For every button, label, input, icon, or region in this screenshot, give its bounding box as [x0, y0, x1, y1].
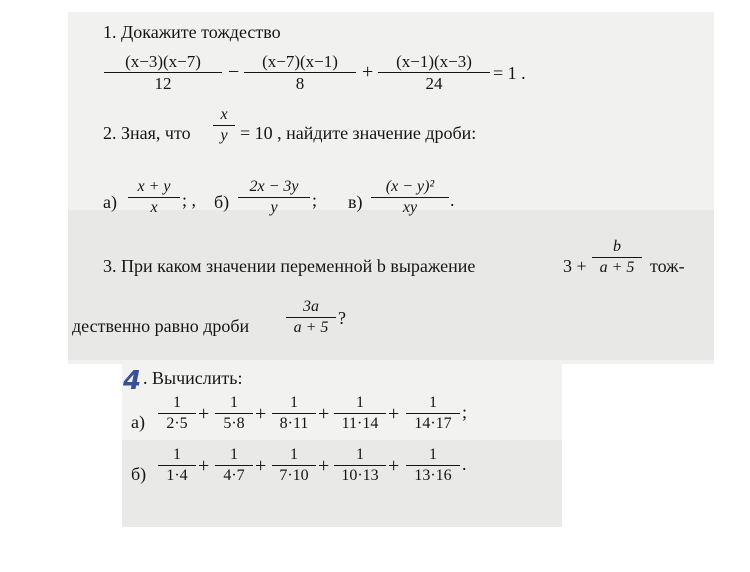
part-b-end: .	[462, 454, 467, 474]
problem-3-text-start: 3. При каком значении переменной b выражение	[103, 256, 476, 276]
fraction-1: (x−3)(x−7) 12	[104, 52, 222, 93]
scan-shadow	[68, 210, 714, 360]
option-b-sep: ;	[312, 190, 318, 210]
problem-4-title: . Вычислить:	[143, 368, 243, 388]
problem-2-text-start: 2. Зная, что	[103, 123, 191, 143]
option-c-fraction: (x − y)² xy	[371, 178, 449, 217]
problem-2-text-end: = 10 , найдите значение дроби:	[240, 123, 477, 143]
part-b-plus-2: +	[255, 455, 267, 477]
option-c-sep: .	[450, 190, 455, 210]
target-fraction: 3a a + 5	[286, 298, 336, 337]
part-b-plus-4: +	[388, 455, 400, 477]
part-a-label: а)	[131, 412, 145, 432]
problem-3-line-2: дественно равно дроби	[72, 316, 250, 336]
expr-prefix: 3 +	[563, 256, 587, 276]
option-b-label: б)	[214, 192, 230, 212]
part-a-plus-2: +	[255, 403, 267, 425]
part-a-plus-3: +	[318, 403, 330, 425]
given-fraction: x y	[213, 106, 235, 145]
part-b-label: б)	[131, 464, 147, 484]
problem-3-text-end: тож-	[650, 256, 685, 276]
part-b-plus-1: +	[198, 455, 210, 477]
fraction-2: (x−7)(x−1) 8	[244, 52, 356, 93]
part-a-term-1: 1 2·5	[158, 394, 196, 433]
expr-fraction: b a + 5	[592, 238, 642, 277]
part-a-term-2: 1 5·8	[215, 394, 253, 433]
part-a-plus-1: +	[198, 403, 210, 425]
part-b-term-1: 1 1·4	[158, 446, 196, 485]
fraction-3: (x−1)(x−3) 24	[378, 52, 490, 93]
part-b-term-5: 1 13·16	[406, 446, 460, 485]
option-a-sep: ; ,	[182, 190, 197, 210]
option-b-fraction: 2x − 3y y	[238, 178, 310, 217]
plus-sign: +	[362, 61, 374, 83]
part-b-plus-3: +	[318, 455, 330, 477]
problem-1-title: 1. Докажите тождество	[103, 22, 281, 42]
part-a-term-5: 1 14·17	[406, 394, 460, 433]
equals-one: = 1 .	[493, 63, 526, 83]
option-c-label: в)	[348, 192, 363, 212]
option-a-label: а)	[103, 192, 117, 212]
part-b-term-3: 1 7·10	[272, 446, 316, 485]
part-a-term-4: 1 11·14	[334, 394, 386, 433]
question-mark: ?	[338, 308, 346, 328]
option-a-fraction: x + y x	[128, 178, 180, 217]
part-a-end: ;	[462, 402, 468, 422]
part-b-term-2: 1 4·7	[215, 446, 253, 485]
part-a-plus-4: +	[388, 403, 400, 425]
handwritten-number-4: 4	[123, 366, 142, 396]
part-a-term-3: 1 8·11	[272, 394, 316, 433]
minus-sign: −	[228, 61, 240, 83]
part-b-term-4: 1 10·13	[334, 446, 386, 485]
